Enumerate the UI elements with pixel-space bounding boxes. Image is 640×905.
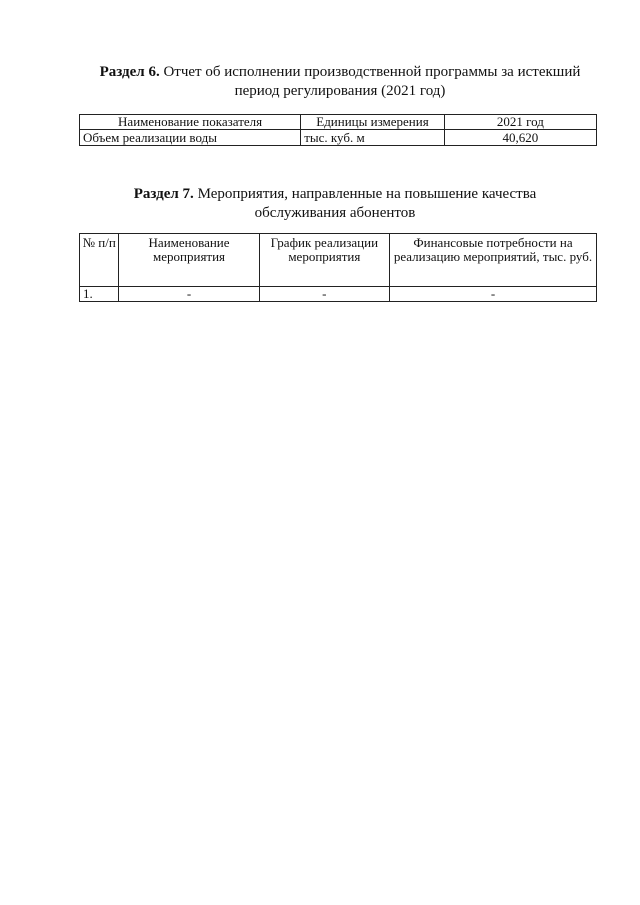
table-row [80, 287, 597, 302]
header-schedule: График реализации мероприятия [259, 234, 389, 287]
header-financial-needs: Финансовые потребности на реализацию мероприятий, тыс. руб. [389, 234, 596, 287]
table-header-row [80, 115, 597, 130]
cell-unit: тыс. куб. м [301, 130, 445, 146]
measures-table [79, 233, 597, 302]
production-report-table [79, 114, 597, 146]
section-7-label: Раздел 7. [133, 186, 194, 202]
cell-indicator: Объем реализации воды [80, 130, 301, 146]
section-6-heading [80, 63, 600, 101]
table-header-row [80, 234, 597, 287]
section-7-heading [95, 185, 575, 223]
section-7-title: Мероприятия, направленные на повышение качества обслуживания абонентов [197, 186, 537, 221]
header-indicator-name: Наименование показателя [80, 115, 301, 130]
cell-measure: - [119, 287, 259, 302]
cell-value: 40,620 [444, 130, 596, 146]
header-number: № п/п [80, 234, 119, 287]
cell-financial: - [389, 287, 596, 302]
section-6-label: Раздел 6. [99, 64, 160, 80]
header-year: 2021 год [444, 115, 596, 130]
cell-number: 1. [80, 287, 119, 302]
table-row [80, 130, 597, 146]
section-6-title: Отчет об исполнении производственной программы за истекший период регулирования (2021 год) [163, 64, 581, 99]
header-units: Единицы измерения [301, 115, 445, 130]
cell-schedule: - [259, 287, 389, 302]
header-measure-name: Наименование мероприятия [119, 234, 259, 287]
